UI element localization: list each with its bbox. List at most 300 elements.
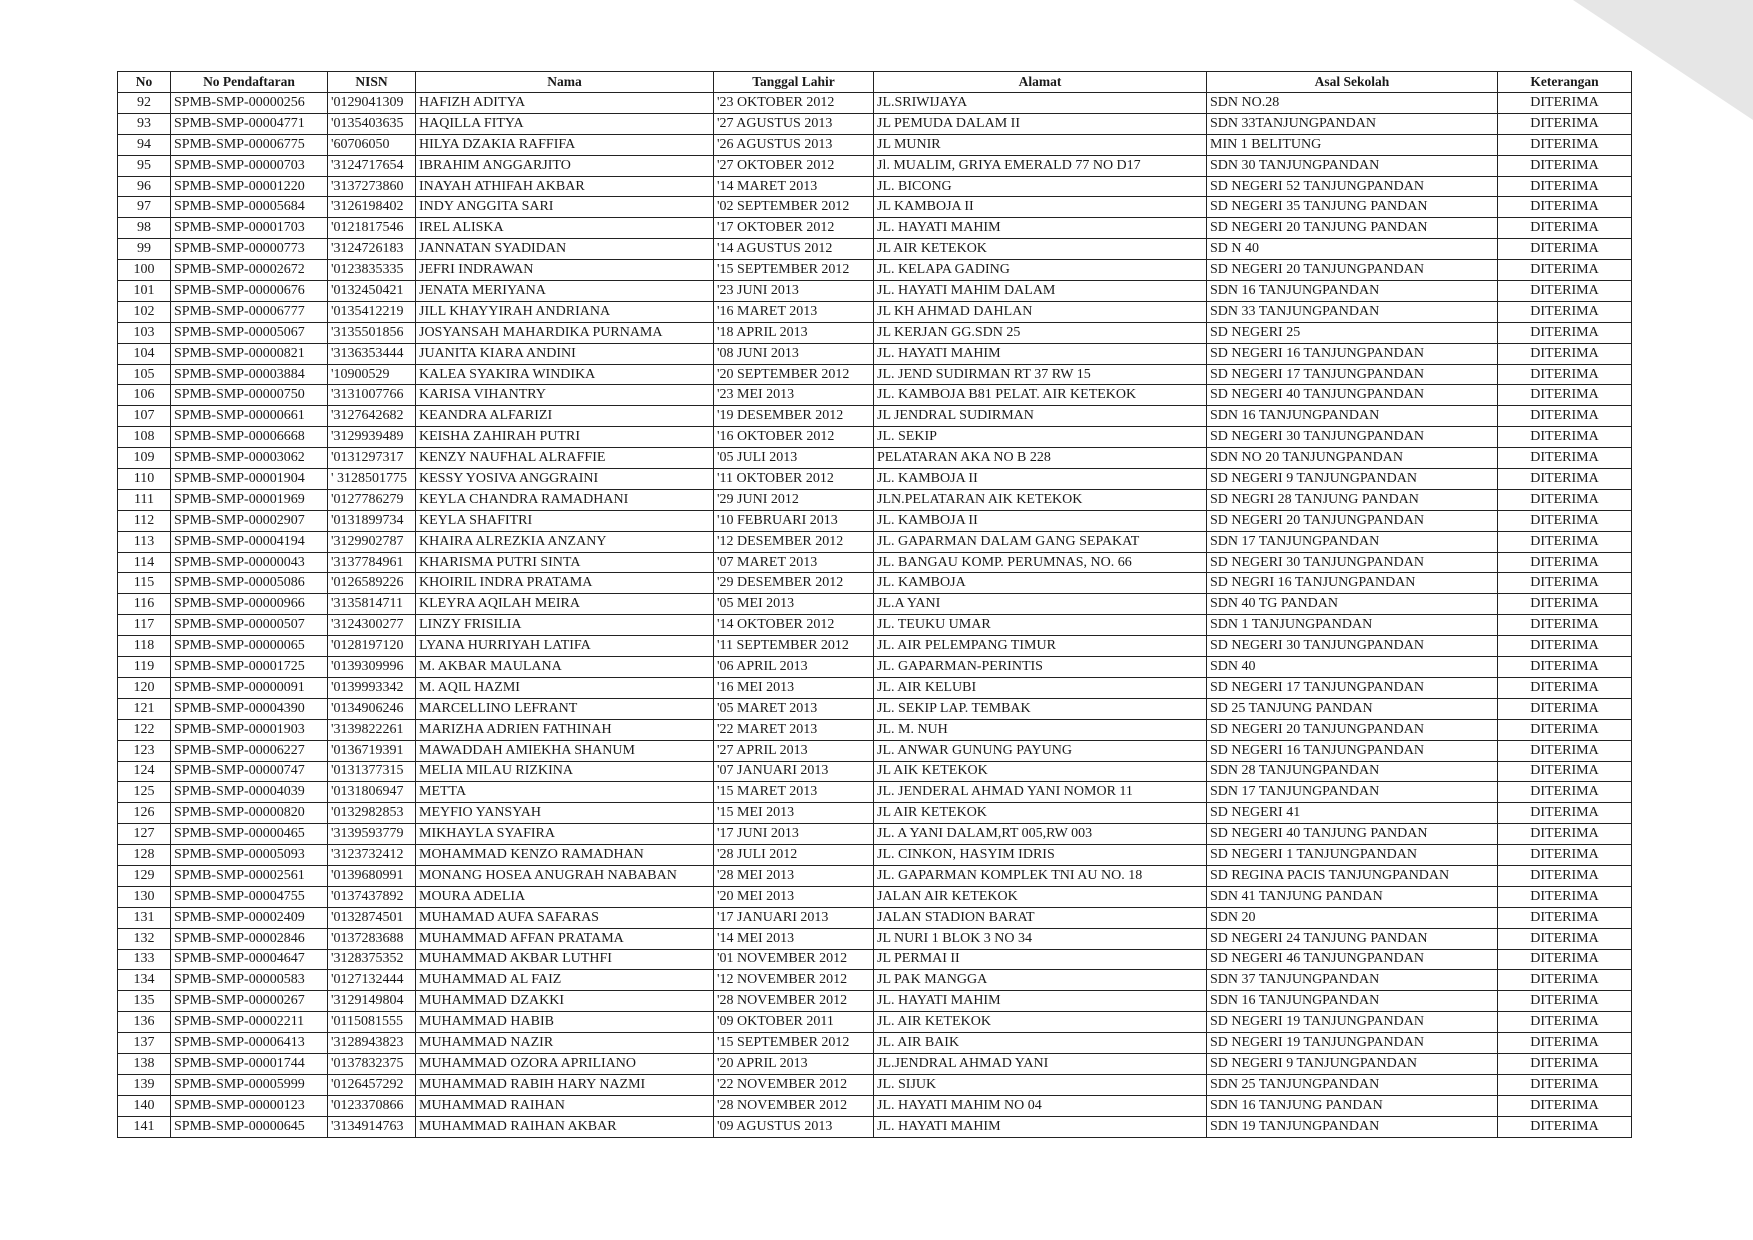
cell-tanggal-lahir: '05 JULI 2013	[714, 448, 874, 469]
cell-nisn: '0137437892	[328, 886, 416, 907]
cell-nama: KHARISMA PUTRI SINTA	[416, 552, 714, 573]
cell-no-pendaftaran: SPMB-SMP-00005684	[171, 197, 328, 218]
cell-no-pendaftaran: SPMB-SMP-00002672	[171, 260, 328, 281]
cell-asal-sekolah: SDN 33TANJUNGPANDAN	[1207, 113, 1498, 134]
cell-keterangan: DITERIMA	[1498, 573, 1632, 594]
cell-nisn: '0132874501	[328, 907, 416, 928]
cell-nama: M. AKBAR MAULANA	[416, 657, 714, 678]
cell-no: 113	[118, 531, 171, 552]
cell-no-pendaftaran: SPMB-SMP-00000676	[171, 281, 328, 302]
cell-no: 107	[118, 406, 171, 427]
cell-alamat: JL. KAMBOJA B81 PELAT. AIR KETEKOK	[874, 385, 1207, 406]
table-row	[118, 886, 1632, 907]
cell-tanggal-lahir: '28 NOVEMBER 2012	[714, 1095, 874, 1116]
table-row	[118, 719, 1632, 740]
cell-no: 132	[118, 928, 171, 949]
table-row	[118, 803, 1632, 824]
cell-nisn: '0139309996	[328, 657, 416, 678]
cell-no: 97	[118, 197, 171, 218]
cell-asal-sekolah: SD NEGERI 30 TANJUNGPANDAN	[1207, 427, 1498, 448]
cell-nama: MUHAMMAD OZORA APRILIANO	[416, 1053, 714, 1074]
table-row	[118, 385, 1632, 406]
cell-no-pendaftaran: SPMB-SMP-00004194	[171, 531, 328, 552]
cell-alamat: JL PAK MANGGA	[874, 970, 1207, 991]
cell-no-pendaftaran: SPMB-SMP-00000583	[171, 970, 328, 991]
admission-table	[117, 71, 1632, 1138]
cell-asal-sekolah: SD NEGERI 9 TANJUNGPANDAN	[1207, 469, 1498, 490]
cell-no-pendaftaran: SPMB-SMP-00001904	[171, 469, 328, 490]
cell-no: 137	[118, 1033, 171, 1054]
cell-no: 102	[118, 301, 171, 322]
cell-alamat: JL. SIJUK	[874, 1074, 1207, 1095]
table-row	[118, 469, 1632, 490]
cell-nisn: '0131297317	[328, 448, 416, 469]
cell-asal-sekolah: SDN 16 TANJUNGPANDAN	[1207, 281, 1498, 302]
cell-nisn: '0123835335	[328, 260, 416, 281]
cell-nisn: '3139593779	[328, 824, 416, 845]
cell-keterangan: DITERIMA	[1498, 489, 1632, 510]
cell-asal-sekolah: MIN 1 BELITUNG	[1207, 134, 1498, 155]
cell-nama: M. AQIL HAZMI	[416, 677, 714, 698]
cell-keterangan: DITERIMA	[1498, 636, 1632, 657]
cell-tanggal-lahir: '01 NOVEMBER 2012	[714, 949, 874, 970]
cell-tanggal-lahir: '20 APRIL 2013	[714, 1053, 874, 1074]
cell-alamat: JL. HAYATI MAHIM	[874, 1116, 1207, 1137]
cell-alamat: JL. GAPARMAN KOMPLEK TNI AU NO. 18	[874, 865, 1207, 886]
cell-nisn: '0136719391	[328, 740, 416, 761]
cell-alamat: JL. TEUKU UMAR	[874, 615, 1207, 636]
cell-asal-sekolah: SDN 17 TANJUNGPANDAN	[1207, 782, 1498, 803]
table-row	[118, 322, 1632, 343]
table-row	[118, 134, 1632, 155]
table-row	[118, 949, 1632, 970]
cell-keterangan: DITERIMA	[1498, 657, 1632, 678]
cell-keterangan: DITERIMA	[1498, 239, 1632, 260]
cell-no: 105	[118, 364, 171, 385]
cell-tanggal-lahir: '15 SEPTEMBER 2012	[714, 1033, 874, 1054]
cell-alamat: JL. JEND SUDIRMAN RT 37 RW 15	[874, 364, 1207, 385]
cell-keterangan: DITERIMA	[1498, 197, 1632, 218]
cell-no-pendaftaran: SPMB-SMP-00002561	[171, 865, 328, 886]
cell-asal-sekolah: SD NEGERI 52 TANJUNGPANDAN	[1207, 176, 1498, 197]
cell-tanggal-lahir: '20 MEI 2013	[714, 886, 874, 907]
table-row	[118, 657, 1632, 678]
cell-keterangan: DITERIMA	[1498, 865, 1632, 886]
cell-no-pendaftaran: SPMB-SMP-00006777	[171, 301, 328, 322]
table-row	[118, 677, 1632, 698]
cell-alamat: JL. HAYATI MAHIM	[874, 991, 1207, 1012]
cell-tanggal-lahir: '28 JULI 2012	[714, 845, 874, 866]
cell-no-pendaftaran: SPMB-SMP-00001903	[171, 719, 328, 740]
cell-keterangan: DITERIMA	[1498, 970, 1632, 991]
cell-keterangan: DITERIMA	[1498, 510, 1632, 531]
cell-asal-sekolah: SD NEGERI 40 TANJUNGPANDAN	[1207, 385, 1498, 406]
cell-alamat: JL. AIR KETEKOK	[874, 1012, 1207, 1033]
cell-asal-sekolah: SDN 19 TANJUNGPANDAN	[1207, 1116, 1498, 1137]
cell-nisn: '3134914763	[328, 1116, 416, 1137]
cell-no-pendaftaran: SPMB-SMP-00002409	[171, 907, 328, 928]
cell-alamat: JL. BANGAU KOMP. PERUMNAS, NO. 66	[874, 552, 1207, 573]
cell-nama: MUHAMMAD HABIB	[416, 1012, 714, 1033]
cell-no: 119	[118, 657, 171, 678]
cell-no: 106	[118, 385, 171, 406]
cell-nisn: '3131007766	[328, 385, 416, 406]
cell-no: 120	[118, 677, 171, 698]
cell-no: 130	[118, 886, 171, 907]
cell-nisn: '0121817546	[328, 218, 416, 239]
table-row	[118, 824, 1632, 845]
table-row	[118, 594, 1632, 615]
cell-nama: HAFIZH ADITYA	[416, 93, 714, 114]
cell-tanggal-lahir: '09 OKTOBER 2011	[714, 1012, 874, 1033]
cell-alamat: JL.A YANI	[874, 594, 1207, 615]
cell-nama: MUHAMMAD RAIHAN AKBAR	[416, 1116, 714, 1137]
cell-asal-sekolah: SDN 17 TANJUNGPANDAN	[1207, 531, 1498, 552]
col-header-asal-sekolah: Asal Sekolah	[1207, 72, 1498, 93]
cell-nisn: '3129939489	[328, 427, 416, 448]
cell-nisn: '3139822261	[328, 719, 416, 740]
table-row	[118, 865, 1632, 886]
cell-asal-sekolah: SDN 16 TANJUNG PANDAN	[1207, 1095, 1498, 1116]
cell-nama: MONANG HOSEA ANUGRAH NABABAN	[416, 865, 714, 886]
cell-no-pendaftaran: SPMB-SMP-00001969	[171, 489, 328, 510]
cell-no-pendaftaran: SPMB-SMP-00005067	[171, 322, 328, 343]
cell-no: 122	[118, 719, 171, 740]
cell-keterangan: DITERIMA	[1498, 1053, 1632, 1074]
cell-keterangan: DITERIMA	[1498, 845, 1632, 866]
cell-keterangan: DITERIMA	[1498, 448, 1632, 469]
cell-nisn: '0126589226	[328, 573, 416, 594]
cell-no: 92	[118, 93, 171, 114]
cell-nisn: '0135412219	[328, 301, 416, 322]
cell-asal-sekolah: SD NEGERI 24 TANJUNG PANDAN	[1207, 928, 1498, 949]
cell-no: 126	[118, 803, 171, 824]
table-row	[118, 260, 1632, 281]
cell-tanggal-lahir: '16 MEI 2013	[714, 677, 874, 698]
cell-no: 127	[118, 824, 171, 845]
cell-no: 124	[118, 761, 171, 782]
cell-nama: INAYAH ATHIFAH AKBAR	[416, 176, 714, 197]
table-row	[118, 1116, 1632, 1137]
cell-no-pendaftaran: SPMB-SMP-00004647	[171, 949, 328, 970]
cell-no: 101	[118, 281, 171, 302]
table-row	[118, 845, 1632, 866]
cell-alamat: JL. SEKIP LAP. TEMBAK	[874, 698, 1207, 719]
cell-no: 93	[118, 113, 171, 134]
cell-nisn: '3137273860	[328, 176, 416, 197]
cell-no: 139	[118, 1074, 171, 1095]
cell-keterangan: DITERIMA	[1498, 176, 1632, 197]
cell-tanggal-lahir: '11 SEPTEMBER 2012	[714, 636, 874, 657]
table-row	[118, 155, 1632, 176]
cell-no-pendaftaran: SPMB-SMP-00000747	[171, 761, 328, 782]
cell-nama: KLEYRA AQILAH MEIRA	[416, 594, 714, 615]
cell-nisn: '3129902787	[328, 531, 416, 552]
table-row	[118, 301, 1632, 322]
cell-asal-sekolah: SD NEGERI 19 TANJUNGPANDAN	[1207, 1012, 1498, 1033]
cell-asal-sekolah: SD NEGERI 16 TANJUNGPANDAN	[1207, 343, 1498, 364]
cell-no-pendaftaran: SPMB-SMP-00000661	[171, 406, 328, 427]
cell-no-pendaftaran: SPMB-SMP-00000043	[171, 552, 328, 573]
cell-asal-sekolah: SDN 37 TANJUNGPANDAN	[1207, 970, 1498, 991]
cell-keterangan: DITERIMA	[1498, 782, 1632, 803]
table-row	[118, 782, 1632, 803]
cell-asal-sekolah: SD NEGERI 30 TANJUNGPANDAN	[1207, 636, 1498, 657]
cell-no: 98	[118, 218, 171, 239]
cell-no: 94	[118, 134, 171, 155]
cell-keterangan: DITERIMA	[1498, 907, 1632, 928]
cell-asal-sekolah: SD NEGERI 16 TANJUNGPANDAN	[1207, 740, 1498, 761]
cell-asal-sekolah: SD NEGERI 17 TANJUNGPANDAN	[1207, 364, 1498, 385]
cell-alamat: JL. KAMBOJA II	[874, 510, 1207, 531]
cell-no-pendaftaran: SPMB-SMP-00006227	[171, 740, 328, 761]
cell-no-pendaftaran: SPMB-SMP-00000703	[171, 155, 328, 176]
cell-nama: MEYFIO YANSYAH	[416, 803, 714, 824]
cell-no: 129	[118, 865, 171, 886]
cell-alamat: JL. GAPARMAN DALAM GANG SEPAKAT	[874, 531, 1207, 552]
cell-nama: MUHAMMAD RABIH HARY NAZMI	[416, 1074, 714, 1095]
cell-nama: HILYA DZAKIA RAFFIFA	[416, 134, 714, 155]
cell-asal-sekolah: SDN 30 TANJUNGPANDAN	[1207, 155, 1498, 176]
cell-no-pendaftaran: SPMB-SMP-00006668	[171, 427, 328, 448]
cell-asal-sekolah: SDN 16 TANJUNGPANDAN	[1207, 406, 1498, 427]
cell-keterangan: DITERIMA	[1498, 93, 1632, 114]
cell-keterangan: DITERIMA	[1498, 343, 1632, 364]
cell-nisn: '3128943823	[328, 1033, 416, 1054]
cell-nisn: '3123732412	[328, 845, 416, 866]
cell-nisn: '0134906246	[328, 698, 416, 719]
cell-no-pendaftaran: SPMB-SMP-00001220	[171, 176, 328, 197]
cell-nisn: '0126457292	[328, 1074, 416, 1095]
cell-keterangan: DITERIMA	[1498, 928, 1632, 949]
cell-nama: MUHAMMAD DZAKKI	[416, 991, 714, 1012]
cell-asal-sekolah: SD NEGERI 25	[1207, 322, 1498, 343]
col-header-nisn: NISN	[328, 72, 416, 93]
cell-alamat: JL AIK KETEKOK	[874, 761, 1207, 782]
table-row	[118, 970, 1632, 991]
cell-asal-sekolah: SD NEGERI 9 TANJUNGPANDAN	[1207, 1053, 1498, 1074]
cell-asal-sekolah: SD NEGERI 46 TANJUNGPANDAN	[1207, 949, 1498, 970]
cell-no: 108	[118, 427, 171, 448]
cell-keterangan: DITERIMA	[1498, 469, 1632, 490]
cell-keterangan: DITERIMA	[1498, 364, 1632, 385]
cell-keterangan: DITERIMA	[1498, 740, 1632, 761]
cell-nisn: ' 3128501775	[328, 469, 416, 490]
cell-nisn: '3137784961	[328, 552, 416, 573]
col-header-tanggal-lahir: Tanggal Lahir	[714, 72, 874, 93]
cell-nama: KHAIRA ALREZKIA ANZANY	[416, 531, 714, 552]
cell-no: 123	[118, 740, 171, 761]
cell-asal-sekolah: SDN NO 20 TANJUNGPANDAN	[1207, 448, 1498, 469]
cell-no: 116	[118, 594, 171, 615]
table-row	[118, 531, 1632, 552]
cell-no-pendaftaran: SPMB-SMP-00000750	[171, 385, 328, 406]
cell-no: 131	[118, 907, 171, 928]
cell-keterangan: DITERIMA	[1498, 552, 1632, 573]
cell-nama: METTA	[416, 782, 714, 803]
cell-nama: MOURA ADELIA	[416, 886, 714, 907]
cell-no: 128	[118, 845, 171, 866]
table-row	[118, 698, 1632, 719]
cell-keterangan: DITERIMA	[1498, 824, 1632, 845]
cell-tanggal-lahir: '17 JANUARI 2013	[714, 907, 874, 928]
cell-nama: KENZY NAUFHAL ALRAFFIE	[416, 448, 714, 469]
cell-nama: MUHAMMAD RAIHAN	[416, 1095, 714, 1116]
cell-tanggal-lahir: '22 MARET 2013	[714, 719, 874, 740]
cell-keterangan: DITERIMA	[1498, 218, 1632, 239]
cell-keterangan: DITERIMA	[1498, 1074, 1632, 1095]
table-row	[118, 218, 1632, 239]
cell-no: 125	[118, 782, 171, 803]
table-row	[118, 113, 1632, 134]
cell-nama: LYANA HURRIYAH LATIFA	[416, 636, 714, 657]
cell-no: 95	[118, 155, 171, 176]
cell-nama: MIKHAYLA SYAFIRA	[416, 824, 714, 845]
cell-tanggal-lahir: '29 DESEMBER 2012	[714, 573, 874, 594]
cell-tanggal-lahir: '18 APRIL 2013	[714, 322, 874, 343]
cell-no: 99	[118, 239, 171, 260]
cell-asal-sekolah: SD NEGERI 20 TANJUNGPANDAN	[1207, 719, 1498, 740]
cell-alamat: JL. HAYATI MAHIM	[874, 218, 1207, 239]
cell-nama: MUHAMMAD NAZIR	[416, 1033, 714, 1054]
cell-nisn: '3129149804	[328, 991, 416, 1012]
cell-keterangan: DITERIMA	[1498, 949, 1632, 970]
cell-no: 135	[118, 991, 171, 1012]
cell-no: 100	[118, 260, 171, 281]
cell-tanggal-lahir: '06 APRIL 2013	[714, 657, 874, 678]
cell-alamat: JL. KAMBOJA	[874, 573, 1207, 594]
cell-nisn: '0127132444	[328, 970, 416, 991]
cell-nisn: '0135403635	[328, 113, 416, 134]
col-header-keterangan: Keterangan	[1498, 72, 1632, 93]
cell-no-pendaftaran: SPMB-SMP-00000065	[171, 636, 328, 657]
cell-no: 109	[118, 448, 171, 469]
cell-alamat: JL. A YANI DALAM,RT 005,RW 003	[874, 824, 1207, 845]
cell-nisn: '3136353444	[328, 343, 416, 364]
cell-keterangan: DITERIMA	[1498, 677, 1632, 698]
cell-keterangan: DITERIMA	[1498, 698, 1632, 719]
cell-nisn: '0131806947	[328, 782, 416, 803]
cell-tanggal-lahir: '07 MARET 2013	[714, 552, 874, 573]
cell-no-pendaftaran: SPMB-SMP-00005086	[171, 573, 328, 594]
cell-keterangan: DITERIMA	[1498, 594, 1632, 615]
cell-no: 121	[118, 698, 171, 719]
cell-nisn: '0131377315	[328, 761, 416, 782]
cell-alamat: JL. AIR BAIK	[874, 1033, 1207, 1054]
cell-keterangan: DITERIMA	[1498, 991, 1632, 1012]
cell-asal-sekolah: SD N 40	[1207, 239, 1498, 260]
cell-alamat: JL. SEKIP	[874, 427, 1207, 448]
col-header-nama: Nama	[416, 72, 714, 93]
table-row	[118, 740, 1632, 761]
cell-asal-sekolah: SD NEGERI 20 TANJUNGPANDAN	[1207, 510, 1498, 531]
table-row	[118, 239, 1632, 260]
cell-asal-sekolah: SDN 40 TG PANDAN	[1207, 594, 1498, 615]
cell-asal-sekolah: SD REGINA PACIS TANJUNGPANDAN	[1207, 865, 1498, 886]
cell-keterangan: DITERIMA	[1498, 113, 1632, 134]
cell-tanggal-lahir: '29 JUNI 2012	[714, 489, 874, 510]
cell-alamat: JL NURI 1 BLOK 3 NO 34	[874, 928, 1207, 949]
cell-alamat: JL. CINKON, HASYIM IDRIS	[874, 845, 1207, 866]
cell-alamat: JL AIR KETEKOK	[874, 239, 1207, 260]
cell-no-pendaftaran: SPMB-SMP-00004390	[171, 698, 328, 719]
cell-nisn: '0132450421	[328, 281, 416, 302]
cell-keterangan: DITERIMA	[1498, 406, 1632, 427]
table-row	[118, 489, 1632, 510]
cell-alamat: JL. AIR KELUBI	[874, 677, 1207, 698]
cell-nama: MOHAMMAD KENZO RAMADHAN	[416, 845, 714, 866]
cell-no-pendaftaran: SPMB-SMP-00001703	[171, 218, 328, 239]
cell-alamat: JL KH AHMAD DAHLAN	[874, 301, 1207, 322]
cell-keterangan: DITERIMA	[1498, 322, 1632, 343]
cell-keterangan: DITERIMA	[1498, 531, 1632, 552]
cell-nama: KARISA VIHANTRY	[416, 385, 714, 406]
cell-nama: JANNATAN SYADIDAN	[416, 239, 714, 260]
cell-alamat: JL. KELAPA GADING	[874, 260, 1207, 281]
cell-nama: MUHAMMAD AFFAN PRATAMA	[416, 928, 714, 949]
cell-alamat: Jl. MUALIM, GRIYA EMERALD 77 NO D17	[874, 155, 1207, 176]
cell-keterangan: DITERIMA	[1498, 1012, 1632, 1033]
cell-tanggal-lahir: '20 SEPTEMBER 2012	[714, 364, 874, 385]
cell-keterangan: DITERIMA	[1498, 719, 1632, 740]
cell-keterangan: DITERIMA	[1498, 427, 1632, 448]
cell-no-pendaftaran: SPMB-SMP-00006413	[171, 1033, 328, 1054]
cell-nisn: '3128375352	[328, 949, 416, 970]
cell-no-pendaftaran: SPMB-SMP-00004771	[171, 113, 328, 134]
cell-alamat: JL.JENDRAL AHMAD YANI	[874, 1053, 1207, 1074]
cell-nisn: '60706050	[328, 134, 416, 155]
cell-nama: INDY ANGGITA SARI	[416, 197, 714, 218]
cell-nisn: '0139993342	[328, 677, 416, 698]
cell-nisn: '0129041309	[328, 93, 416, 114]
cell-no: 117	[118, 615, 171, 636]
cell-tanggal-lahir: '23 OKTOBER 2012	[714, 93, 874, 114]
cell-alamat: JL KERJAN GG.SDN 25	[874, 322, 1207, 343]
cell-alamat: JL. M. NUH	[874, 719, 1207, 740]
cell-no-pendaftaran: SPMB-SMP-00000507	[171, 615, 328, 636]
cell-nisn: '0139680991	[328, 865, 416, 886]
cell-keterangan: DITERIMA	[1498, 1116, 1632, 1137]
cell-asal-sekolah: SDN 41 TANJUNG PANDAN	[1207, 886, 1498, 907]
cell-keterangan: DITERIMA	[1498, 281, 1632, 302]
cell-asal-sekolah: SDN 20	[1207, 907, 1498, 928]
cell-nisn: '0127786279	[328, 489, 416, 510]
cell-no-pendaftaran: SPMB-SMP-00000820	[171, 803, 328, 824]
cell-nisn: '0115081555	[328, 1012, 416, 1033]
cell-no: 114	[118, 552, 171, 573]
table-row	[118, 573, 1632, 594]
cell-asal-sekolah: SD NEGERI 19 TANJUNGPANDAN	[1207, 1033, 1498, 1054]
cell-tanggal-lahir: '10 FEBRUARI 2013	[714, 510, 874, 531]
cell-no-pendaftaran: SPMB-SMP-00000465	[171, 824, 328, 845]
table-row	[118, 615, 1632, 636]
cell-tanggal-lahir: '09 AGUSTUS 2013	[714, 1116, 874, 1137]
cell-nama: JOSYANSAH MAHARDIKA PURNAMA	[416, 322, 714, 343]
table-row	[118, 1074, 1632, 1095]
cell-tanggal-lahir: '05 MEI 2013	[714, 594, 874, 615]
cell-alamat: JLN.PELATARAN AIK KETEKOK	[874, 489, 1207, 510]
cell-keterangan: DITERIMA	[1498, 260, 1632, 281]
cell-alamat: JL JENDRAL SUDIRMAN	[874, 406, 1207, 427]
cell-nama: JENATA MERIYANA	[416, 281, 714, 302]
cell-alamat: JL MUNIR	[874, 134, 1207, 155]
table-row	[118, 93, 1632, 114]
cell-nama: IREL ALISKA	[416, 218, 714, 239]
cell-nisn: '0137832375	[328, 1053, 416, 1074]
cell-no-pendaftaran: SPMB-SMP-00002907	[171, 510, 328, 531]
cell-asal-sekolah: SD NEGERI 30 TANJUNGPANDAN	[1207, 552, 1498, 573]
cell-nama: KALEA SYAKIRA WINDIKA	[416, 364, 714, 385]
